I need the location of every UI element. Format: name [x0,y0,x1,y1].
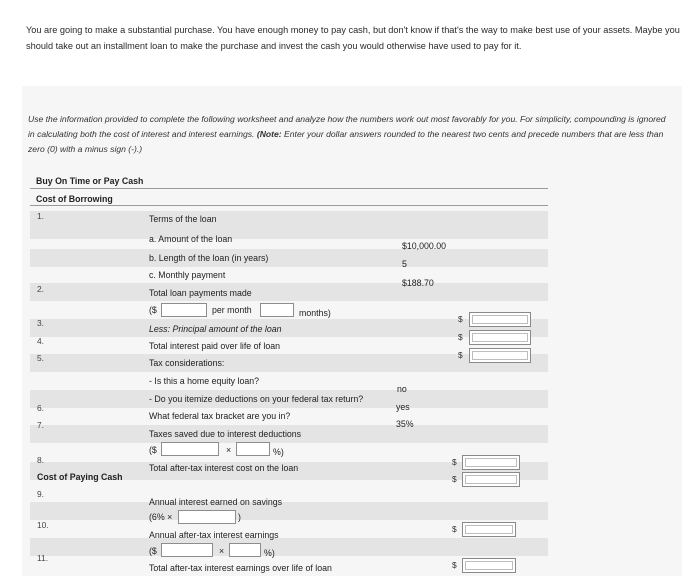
less-principal-label: Less: Principal amount of the loan [149,324,282,334]
total-after-tax-earnings-label: Total after-tax interest earnings over life of loan [149,563,332,573]
dollar-sign: $ [452,457,457,467]
after-tax-cost-answer[interactable] [462,472,520,487]
monthly-payment-value: $188.70 [402,278,434,288]
row-number: 7. [37,420,44,430]
cost-of-paying-cash-header: Cost of Paying Cash [37,472,123,482]
row-number: 10. [37,520,49,530]
cost-of-borrowing-header: Cost of Borrowing [36,194,113,204]
title-divider [30,188,548,189]
home-equity-question: - Is this a home equity loan? [149,376,260,386]
open-paren-dollar: ($ [149,445,157,455]
row-number: 5. [37,353,44,363]
row-band-10 [30,538,548,556]
annual-interest-label: Annual interest earned on savings [149,497,283,507]
row-number: 2. [37,284,44,294]
row-number: 3. [37,318,44,328]
monthly-payment-input[interactable] [161,303,207,317]
worksheet-title: Buy On Time or Pay Cash [36,176,144,186]
total-interest-label: Total interest paid over life of loan [149,341,281,351]
taxes-saved-answer[interactable] [462,455,520,470]
home-equity-value: no [397,384,407,394]
tax-bracket-question: What federal tax bracket are you in? [149,411,291,421]
row-number: 8. [37,455,44,465]
loan-length-label: b. Length of the loan (in years) [149,253,269,263]
itemize-question: - Do you itemize deductions on your federal tax return? [149,394,364,404]
intro-text: You are going to make a substantial purchase. You have enough money to pay cash, but don't know if that's the way to make best use of your assets. Maybe you should take out an installment loan to make the purchase and invest the cash you would otherwise have used to pay for it. [26,25,680,51]
dollar-sign: $ [458,332,463,342]
dollar-sign: $ [452,560,457,570]
dollar-sign: $ [452,524,457,534]
dollar-sign: $ [452,474,457,484]
after-tax-rate-input[interactable] [229,543,261,557]
multiply-sign: × [219,546,225,556]
row-band-9 [30,502,548,520]
monthly-payment-label: c. Monthly payment [149,270,226,280]
itemize-value: yes [396,402,410,412]
row-number: 4. [37,336,44,346]
row-number: 6. [37,403,44,413]
six-percent-label: (6% × [149,512,173,522]
total-interest-answer[interactable] [469,348,531,363]
row-band-2 [30,283,548,301]
annual-after-tax-answer[interactable] [462,558,516,573]
borrowing-divider [30,205,548,206]
dollar-sign: $ [458,350,463,360]
multiply-sign: × [226,445,232,455]
row-number: 11. [37,553,49,563]
total-payments-label: Total loan payments made [149,288,252,298]
dollar-sign: $ [458,314,463,324]
row-number: 9. [37,489,44,499]
total-payments-answer[interactable] [469,312,531,327]
tax-considerations-label: Tax considerations: [149,358,225,368]
per-month-label: per month [212,305,252,315]
instructions-text: Use the information provided to complete the following worksheet and analyze how the numbers work out most favorably for you. For simplicity, compounding is ignored in calculating both the cost of interest and interest earnings. (Note: Enter your dollar answers rounded to the nearest two cents and precede numbers that are less than zero (0) with a minus sign (-).) [28,114,666,154]
after-tax-cost-label: Total after-tax interest cost on the loan [149,463,299,473]
annual-interest-input[interactable] [161,543,213,557]
tax-bracket-value: 35% [396,419,414,429]
close-paren: ) [238,512,241,522]
annual-interest-answer[interactable] [462,522,516,537]
loan-amount-value: $10,000.00 [402,241,447,251]
taxes-saved-label: Taxes saved due to interest deductions [149,429,302,439]
row-band-1b [30,249,548,267]
percent-close: %) [264,548,275,558]
annual-after-tax-label: Annual after-tax interest earnings [149,530,279,540]
months-label: months) [299,308,331,318]
principal-answer[interactable] [469,330,531,345]
loan-length-value: 5 [402,259,407,269]
savings-amount-input[interactable] [178,510,236,524]
loan-amount-label: a. Amount of the loan [149,234,233,244]
open-paren-dollar: ($ [149,305,157,315]
row-band-1 [30,211,548,239]
open-paren-dollar: ($ [149,546,157,556]
total-interest-input[interactable] [161,442,219,456]
row-number: 1. [37,211,44,221]
tax-rate-input[interactable] [236,442,270,456]
terms-label: Terms of the loan [149,214,217,224]
percent-close: %) [273,447,284,457]
number-of-months-input[interactable] [260,303,294,317]
